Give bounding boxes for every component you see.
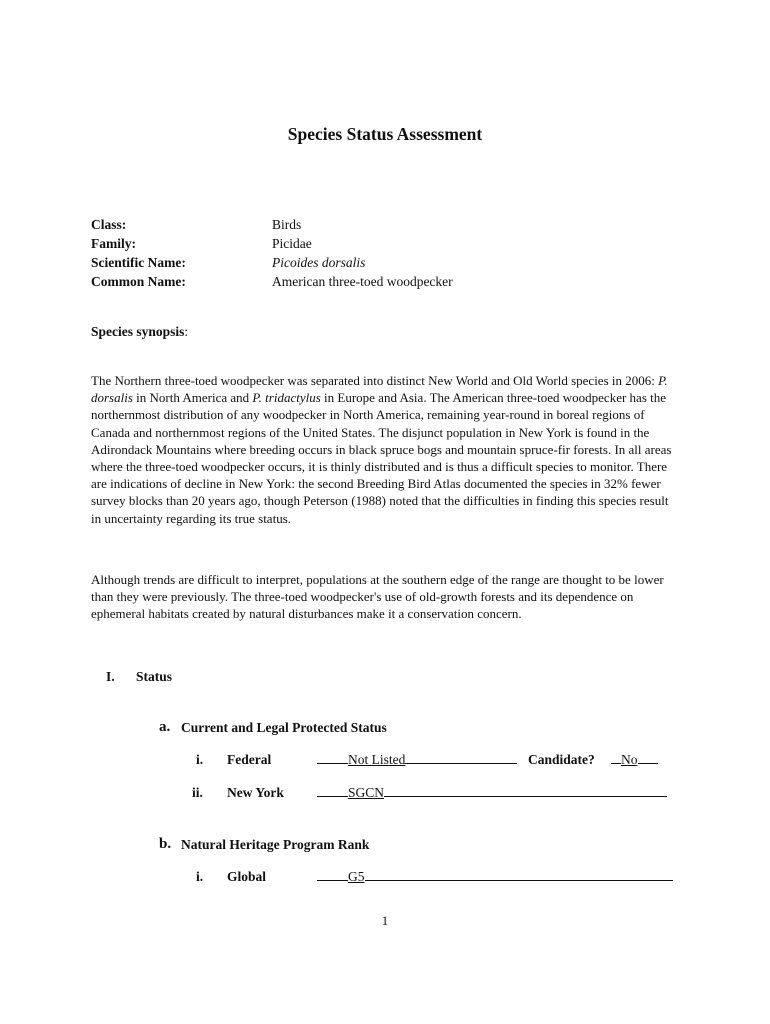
para1-text-1: The Northern three-toed woodpecker was separated into distinct New World and Old World species in 2006:: [91, 373, 659, 388]
section-number: I.: [106, 669, 115, 684]
common-name-label: Common Name:: [91, 274, 186, 289]
global-rank-value: G5: [348, 869, 365, 884]
family-value: Picidae: [272, 236, 312, 251]
common-name-value: American three-toed woodpecker: [272, 274, 453, 289]
candidate-label: Candidate?: [528, 752, 595, 767]
candidate-field: [611, 752, 658, 768]
scientific-name-label: Scientific Name:: [91, 255, 186, 270]
subsection-b-heading: Natural Heritage Program Rank: [181, 837, 370, 852]
newyork-number: ii.: [192, 785, 203, 800]
newyork-status-field: [317, 785, 667, 801]
synopsis-label: Species synopsis: [91, 324, 185, 339]
subsection-a-heading: Current and Legal Protected Status: [181, 720, 387, 735]
synopsis-heading: [91, 324, 188, 340]
global-number: i.: [196, 869, 204, 884]
para1-text-2: in North America and: [132, 390, 253, 406]
synopsis-paragraph-1: [91, 372, 676, 527]
class-value: Birds: [272, 217, 302, 232]
newyork-status-value: SGCN: [348, 785, 385, 800]
federal-number: i.: [196, 752, 204, 767]
para1-text-3: in Europe and Asia. The American three-toed woodpecker has the northernmost distribution of any woodpecker in North America, remaining year-round in boreal regions of Canada and northernmost regions of the United States. The disjunct population in New York is found in the Adirondack Mountains where breeding occurs in black spruce bogs and mountain spruce-fir forests. In all areas where the three-toed woodpecker occurs, it is thinly distributed and is thus a difficult species to monitor. There are indications of decline in New York: the second Breeding Bird Atlas documented the species in 32% fewer survey blocks than 20 years ago, though Peterson (1988) noted that the difficulties in finding this species result in uncertainty regarding its true status.: [91, 390, 672, 526]
subsection-b-letter: b.: [159, 836, 172, 852]
synopsis-colon: :: [184, 324, 189, 339]
newyork-label: New York: [227, 785, 284, 800]
species-name-dorsalis: P. dorsalis: [91, 373, 668, 406]
synopsis-paragraph-2: Although trends are difficult to interpret, populations at the southern edge of the range are thought to be lower than they were previously. The three-toed woodpecker's use of old-growth forests and its dependence on ephemeral habitats created by natural disturbances make it a conservation concern.: [91, 572, 664, 622]
global-label: Global: [227, 869, 267, 884]
candidate-value: No: [621, 752, 638, 767]
subsection-a-letter: a.: [159, 719, 171, 735]
federal-status-value: Not Listed: [348, 752, 406, 767]
class-label: Class:: [91, 217, 127, 232]
federal-label: Federal: [227, 752, 272, 767]
section-heading-status: Status: [136, 669, 173, 684]
federal-status-field: [317, 752, 517, 768]
page-title: Species Status Assessment: [287, 124, 483, 144]
global-rank-field: [317, 869, 673, 885]
page-number: 1: [381, 913, 389, 928]
scientific-name-value: Picoides dorsalis: [272, 255, 366, 270]
family-label: Family:: [91, 236, 136, 251]
species-name-tridactylus: P. tridactylus: [252, 390, 321, 406]
